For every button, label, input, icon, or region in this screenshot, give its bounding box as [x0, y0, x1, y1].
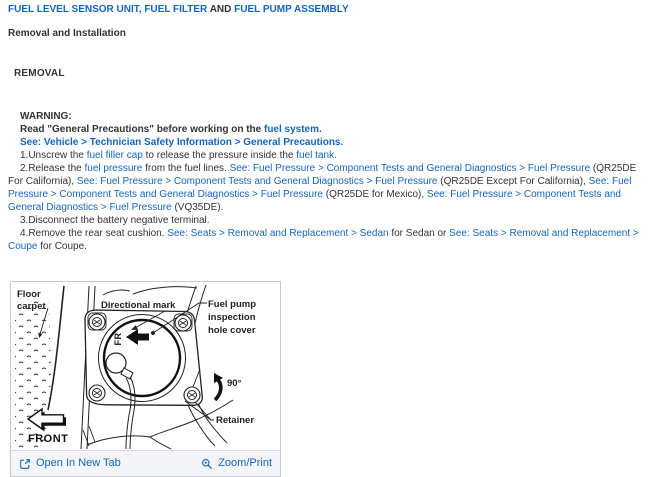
- rotate-arrow: [215, 380, 221, 400]
- subtitle: Removal and Installation: [8, 28, 126, 39]
- text-run: to release the pressure inside the: [142, 150, 297, 161]
- doc-link[interactable]: See: Fuel Pressure > Component Tests and General Diagnostics > Fuel Pressure: [229, 163, 591, 174]
- step-4: [8, 227, 646, 253]
- open-in-new-icon: [19, 458, 31, 470]
- doc-link[interactable]: FUEL PUMP ASSEMBLY: [234, 4, 349, 15]
- text-run: (QR25DE For California),: [8, 163, 637, 187]
- rotation-label: 90°: [227, 378, 242, 389]
- fr-label: FR: [113, 332, 123, 346]
- doc-link[interactable]: See: Fuel Pressure > Component Tests and General Diagnostics > Fuel Pressure: [8, 176, 632, 200]
- text-run: from the fuel lines.: [142, 163, 230, 174]
- doc-link[interactable]: See: Vehicle > Technician Safety Information > General Precautions.: [20, 137, 344, 148]
- section-heading: REMOVAL: [14, 68, 65, 79]
- doc-link[interactable]: See: Fuel Pressure > Component Tests and General Diagnostics > Fuel Pressure: [8, 189, 621, 213]
- open-in-new-tab-label: Open In New Tab: [36, 457, 121, 469]
- step-3: [8, 214, 646, 227]
- doc-link[interactable]: FUEL LEVEL SENSOR UNIT, FUEL FILTER: [8, 4, 208, 15]
- doc-link[interactable]: fuel tank.: [296, 150, 337, 161]
- text-run: (QR25DE for Mexico),: [322, 189, 427, 200]
- text-run: Read "General Precautions" before working on the: [20, 124, 264, 135]
- doc-link[interactable]: fuel system.: [263, 124, 322, 135]
- text-run: 1.Unscrew the: [20, 150, 87, 161]
- floor-curve: [87, 436, 150, 445]
- figure-toolbar: [11, 450, 280, 476]
- text-run: AND: [207, 4, 235, 15]
- zoom-print-label: Zoom/Print: [218, 457, 272, 469]
- doc-link[interactable]: See: Seats > Removal and Replacement > Sedan: [167, 228, 389, 239]
- sill-curve: [133, 287, 197, 294]
- procedure-steps: [8, 149, 646, 253]
- magnifier-icon: [201, 458, 213, 470]
- carpet-hatch: [15, 298, 51, 449]
- zoom-print-button[interactable]: [201, 458, 272, 470]
- front-label: FRONT: [28, 433, 69, 445]
- text-run: 3.Disconnect the battery negative terminal.: [20, 215, 210, 226]
- floor-carpet-label-1: Floor: [17, 289, 41, 300]
- text-run: 2.Release the: [20, 163, 85, 174]
- step-1: [8, 149, 646, 162]
- cover-label-3: hole cover: [208, 325, 256, 336]
- page-title: [8, 3, 646, 16]
- cover-label-2: inspection: [208, 312, 256, 323]
- directional-mark-label: Directional mark: [101, 300, 176, 311]
- doc-link[interactable]: See: Seats > Removal and Replacement > Coupe: [8, 228, 639, 252]
- floor-carpet-label-2: carpet: [17, 301, 46, 312]
- text-run: 4.Remove the rear seat cushion.: [20, 228, 168, 239]
- figure-widget: [10, 281, 281, 477]
- warning-label: WARNING:: [20, 111, 72, 122]
- bolt: [89, 385, 105, 401]
- floor-curve: [150, 437, 171, 449]
- warning-block: [20, 110, 646, 149]
- technical-diagram: [11, 282, 280, 450]
- bolt: [89, 314, 105, 330]
- carpet-edge-line: [48, 286, 64, 410]
- leader-dot: [151, 331, 155, 335]
- text-run: (QR25DE Except For California),: [437, 176, 589, 187]
- text-run: (VQ35DE).: [171, 202, 224, 213]
- warning-line-2: [20, 136, 646, 149]
- text-run: for Sedan or: [388, 228, 450, 239]
- doc-link[interactable]: fuel filler cap: [86, 150, 143, 161]
- retainer-bolt: [184, 387, 200, 403]
- leader-line: [195, 402, 214, 420]
- doc-link[interactable]: fuel pressure: [84, 163, 143, 174]
- retainer-label: Retainer: [216, 415, 255, 426]
- warning-line-1: [20, 123, 646, 136]
- step-2: [8, 162, 646, 214]
- doc-link[interactable]: See: Fuel Pressure > Component Tests and General Diagnostics > Fuel Pressure: [76, 176, 438, 187]
- open-in-new-tab-button[interactable]: [19, 458, 121, 470]
- sill-curve: [103, 290, 130, 295]
- text-run: for Coupe.: [37, 241, 87, 252]
- cover-label-1: Fuel pump: [208, 299, 257, 310]
